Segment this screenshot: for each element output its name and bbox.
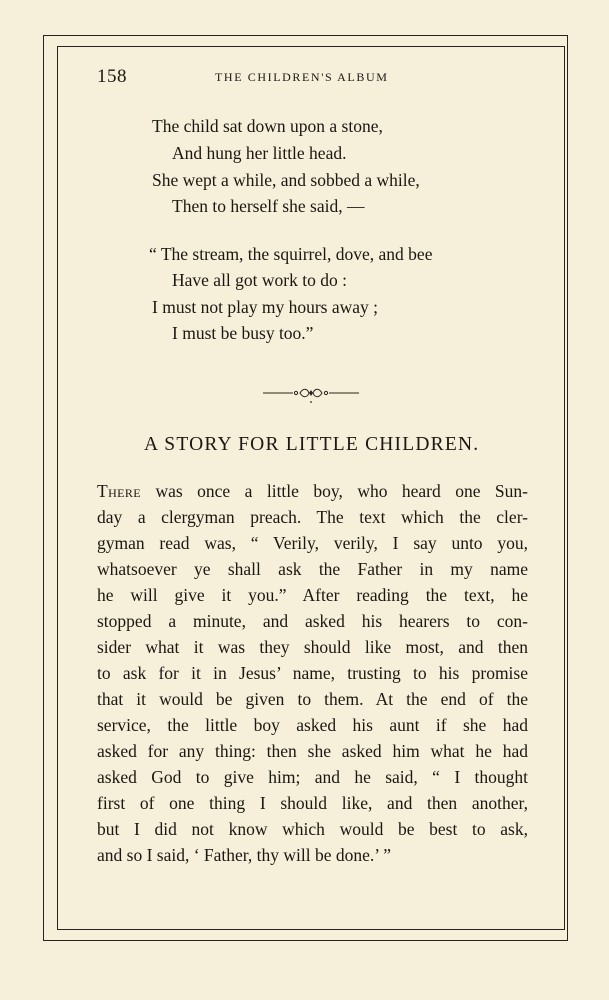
poem-line: Have all got work to do : (172, 270, 347, 290)
story-line: and so I said, ‘ Father, thy will be done.’ ” (97, 845, 391, 865)
story-line: whatsoever ye shall ask the Father in my name (97, 559, 528, 579)
story-line: but I did not know which would be best to ask, (97, 819, 528, 839)
page-number: 158 (97, 66, 127, 87)
ornament-divider-icon (263, 382, 359, 404)
poem-line: I must be busy too.” (172, 323, 314, 343)
story-line: that it would be given to them. At the end of the (97, 689, 528, 709)
story-title: A STORY FOR LITTLE CHILDREN. (144, 434, 480, 455)
story-line: stopped a minute, and asked his hearers to con- (97, 611, 528, 631)
poem-line: I must not play my hours away ; (152, 297, 379, 317)
story-line: service, the little boy asked his aunt if she had (97, 715, 528, 735)
story-line: to ask for it in Jesus’ name, trusting to his promise (97, 663, 528, 683)
running-head: THE CHILDREN'S ALBUM (215, 70, 389, 84)
poem-line: “ The stream, the squirrel, dove, and bee (149, 244, 433, 264)
story-line: day a clergyman preach. The text which the cler- (97, 507, 528, 527)
story-line: sider what it was they should like most, and then (97, 637, 528, 657)
story-line (97, 483, 528, 501)
story-line: first of one thing I should like, and then another, (97, 793, 528, 813)
poem-line: Then to herself she said, — (172, 196, 365, 216)
story-line-text: was once a little boy, who heard one Sun- (141, 481, 528, 501)
story-line: gyman read was, “ Verily, verily, I say unto you, (97, 533, 528, 553)
poem-line: The child sat down upon a stone, (152, 116, 383, 136)
page-header (97, 66, 527, 90)
poem-line: She wept a while, and sobbed a while, (152, 170, 420, 190)
poem-line: And hung her little head. (172, 143, 347, 163)
story-line: asked God to give him; and he said, “ I thought (97, 767, 528, 787)
story-line: asked for any thing: then she asked him what he had (97, 741, 528, 761)
story-line: he will give it you.” After reading the text, he (97, 585, 528, 605)
story-first-word: There (97, 481, 142, 501)
